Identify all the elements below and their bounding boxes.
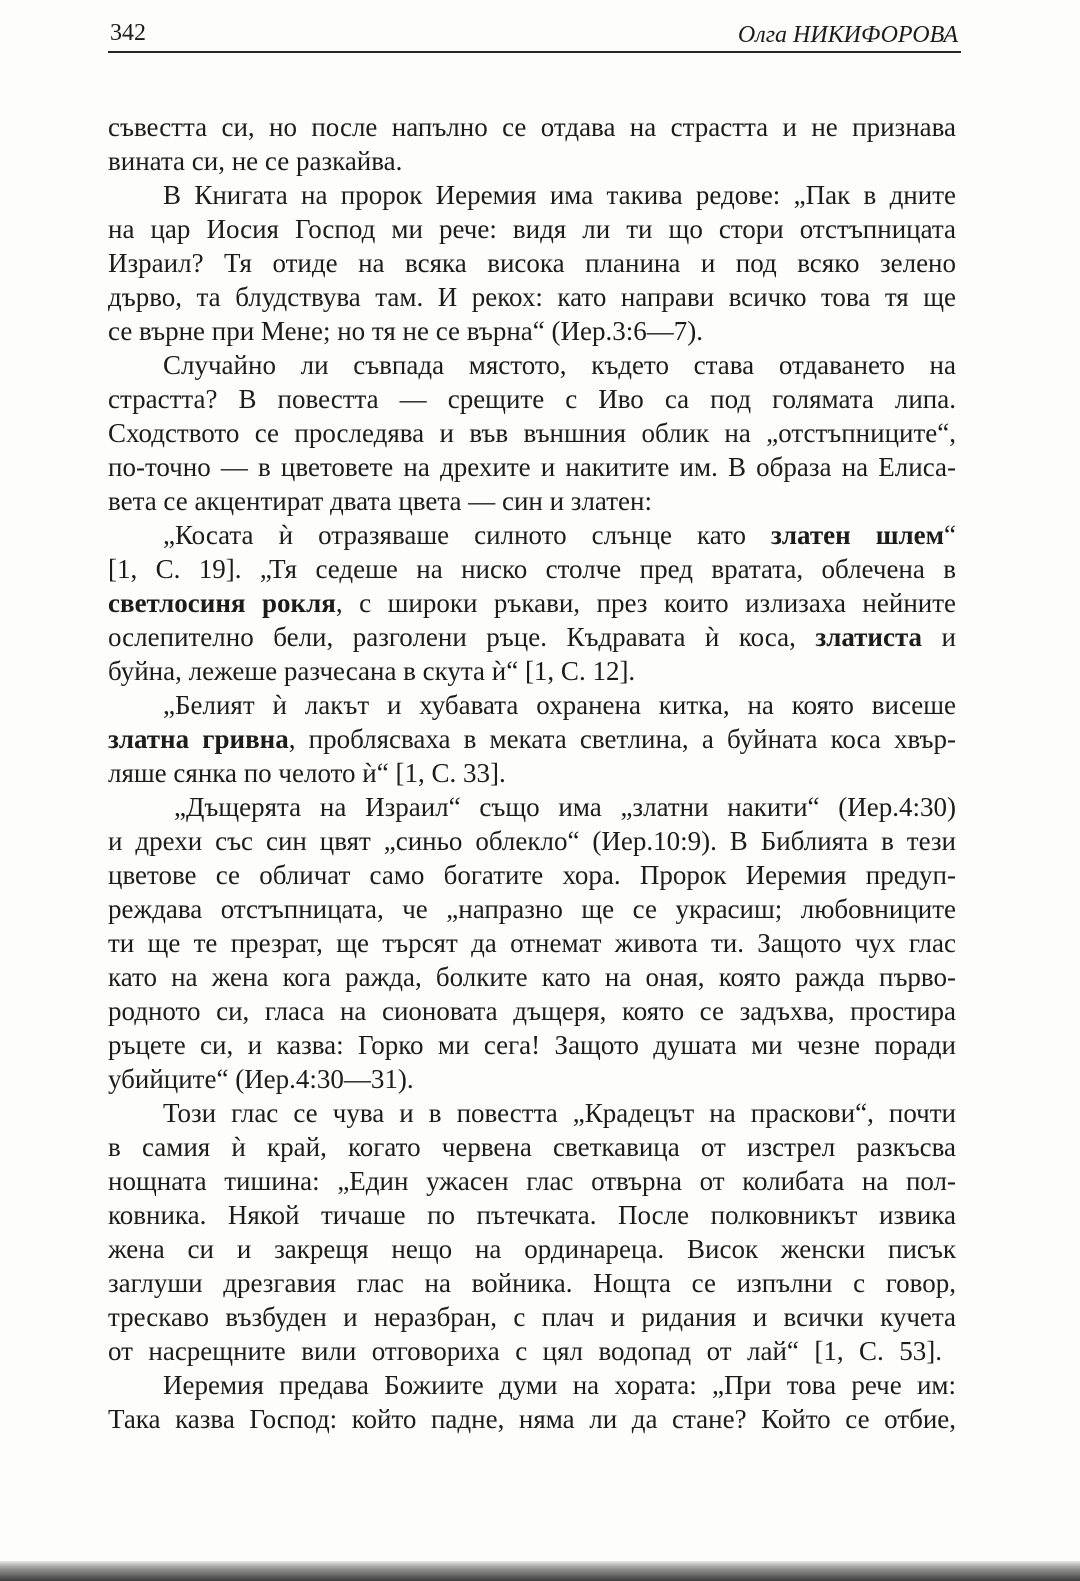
text-line: „Белият ѝ лакът и хубавата охранена китка, на която висеше: [163, 690, 956, 720]
text-line: Така казва Господ: който падне, няма ли да стане? Който се отбие,: [108, 1404, 956, 1434]
paragraph: [108, 348, 956, 518]
text-line: Израил? Тя отиде на всяка висока планина и под всяко зелено: [108, 248, 956, 278]
text-line: от насрещните вили отговориха с цял водопад от лай“ [1, С. 53].: [108, 1336, 942, 1366]
running-title-author: Олга НИКИФОРОВА: [737, 22, 958, 48]
text-line: по-точно — в цветовете на дрехите и накитите им. В образа на Елиса-: [108, 452, 956, 482]
paragraph: [108, 1368, 956, 1436]
text-line: [108, 518, 956, 552]
text-line: [108, 586, 956, 620]
paragraph: [108, 178, 956, 348]
paragraph-quote: [108, 518, 956, 688]
text-line: „Дъщерята на Израил“ също има „златни накити“ (Иер.4:30): [174, 792, 956, 822]
header-rule: [108, 51, 961, 53]
text-line: ковника. Някой тичаше по пътечката. После полковникът извика: [108, 1200, 956, 1230]
text-line: убийците“ (Иер.4:30—31).: [108, 1064, 414, 1094]
text-line: трескаво възбуден и неразбран, с плач и ридания и всички кучета: [108, 1302, 956, 1332]
text-line: Сходството се проследява и във външния облик на „отстъпниците“,: [108, 418, 956, 448]
text-line: нощната тишина: „Един ужасен глас отвърна от колибата на пол-: [108, 1166, 956, 1196]
paragraph: [108, 110, 956, 178]
text-segment: , проблясваха в меката светлина, а буйната коса хвър-: [288, 724, 956, 754]
page-number: 342: [110, 20, 146, 46]
paragraph: [108, 1096, 956, 1368]
paragraph-quote: [108, 688, 956, 790]
text-line: В Книгата на пророк Иеремия има такива редове: „Пак в дните: [163, 180, 956, 210]
text-line: вината си, не се разкайва.: [108, 146, 403, 176]
text-line: като на жена кога ражда, болките като на оная, която ражда първо-: [108, 962, 956, 992]
text-line: цветове се обличат само богатите хора. Пророк Иеремия предуп-: [108, 860, 956, 890]
text-segment: , с широки ръкави, през които излизаха нейните: [335, 588, 957, 618]
text-line: Иеремия предава Божиите думи на хората: „При това рече им:: [163, 1370, 956, 1400]
text-segment: ослепително бели, разголени ръце. Къдравата ѝ коса,: [108, 622, 816, 652]
bold-phrase: светлосиня рокля: [108, 588, 336, 618]
text-line: страстта? В повестта — срещите с Иво са под голямата липа.: [108, 384, 956, 414]
bold-phrase: златен шлем: [771, 520, 945, 550]
text-segment: “: [944, 520, 956, 550]
paragraph: [108, 790, 956, 1096]
text-line: [108, 620, 956, 654]
text-line: Този глас се чува и в повестта „Крадецът на праскови“, почти: [163, 1098, 956, 1128]
text-line: [108, 722, 956, 756]
text-line: вета се акцентират двата цвета — син и златен:: [108, 486, 652, 516]
scan-bottom-edge: [0, 1561, 1080, 1581]
text-line: жена си и закрещя нещо на ординареца. Висок женски писък: [108, 1234, 956, 1264]
text-line: и дрехи със син цвят „синьо облекло“ (Иер.10:9). В Библията в тези: [108, 826, 956, 856]
bold-phrase: златиста: [815, 622, 923, 652]
text-line: заглуши дрезгавия глас на войника. Нощта се изпълни с говор,: [108, 1268, 956, 1298]
text-segment: и: [922, 622, 956, 652]
text-line: на цар Иосия Господ ми рече: видя ли ти що стори отстъпницата: [108, 214, 956, 244]
text-line: ръцете си, и казва: Горко ми сега! Защото душата ми чезне поради: [108, 1030, 956, 1060]
text-line: буйна, лежеше разчесана в скута ѝ“ [1, С. 12].: [108, 656, 636, 686]
text-line: ляше сянка по челото ѝ“ [1, С. 33].: [108, 758, 506, 788]
text-line: дърво, та блудствува там. И рекох: като направи всичко това тя ще: [108, 282, 956, 312]
text-line: ти ще те презрат, ще търсят да отнемат живота ти. Защото чух глас: [108, 928, 956, 958]
text-line: родното си, гласа на сионовата дъщеря, която се задъхва, простира: [108, 996, 956, 1026]
page-body-text: [108, 110, 956, 1436]
text-line: Случайно ли съвпада мястото, където става отдаването на: [163, 350, 956, 380]
text-line: [1, С. 19]. „Тя седеше на ниско столче пред вратата, облечена в: [108, 554, 956, 584]
text-line: съвестта си, но после напълно се отдава на страстта и не признава: [108, 112, 956, 142]
text-line: се върне при Мене; но тя не се върна“ (Иер.3:6—7).: [108, 316, 703, 346]
text-segment: „Косата ѝ отразяваше силното слънце като: [163, 520, 772, 550]
text-line: в самия ѝ край, когато червена светкавица от изстрел разкъсва: [108, 1132, 956, 1162]
bold-phrase: златна гривна: [108, 724, 289, 754]
text-line: реждава отстъпницата, че „напразно ще се украсиш; любовниците: [108, 894, 956, 924]
